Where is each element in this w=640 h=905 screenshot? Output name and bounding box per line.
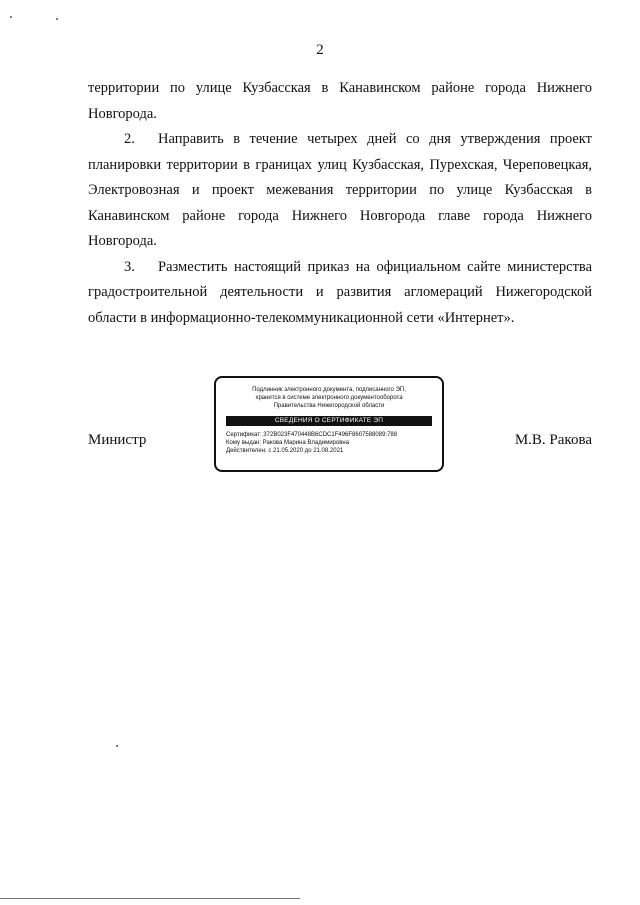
- body-line: Новгорода.: [88, 233, 157, 249]
- stamp-details: [226, 431, 432, 455]
- scan-speck: [56, 18, 58, 20]
- body-line: Электровозная и проект межевания территории по улице Кузбасская в: [88, 182, 592, 198]
- page-bottom-edge: [0, 898, 300, 899]
- certificate-owner: Кому выдан: Ракова Марина Владимировна: [226, 440, 350, 446]
- paragraph-number: 2.: [124, 131, 135, 147]
- body-line: Новгорода.: [88, 105, 157, 122]
- stamp-title: СВЕДЕНИЯ О СЕРТИФИКАТЕ ЭП: [226, 416, 432, 426]
- scan-speck: [10, 16, 12, 18]
- certificate-validity: Действителен: с 21.05.2020 до 21.08.2021: [226, 448, 344, 454]
- body-line: территории по улице Кузбасская в Канавинском районе города Нижнего: [88, 80, 592, 96]
- body-line: области в информационно-телекоммуникационной сети «Интернет».: [88, 309, 515, 326]
- certificate-number: Сертификат: 372B023F470448B6CDC1F496F8607588089:788: [226, 432, 398, 438]
- document-body: [88, 76, 592, 331]
- signer-position: Министр: [88, 432, 147, 448]
- signer-name: М.В. Ракова: [514, 432, 592, 448]
- scan-speck: [116, 745, 118, 747]
- body-line: градостроительной деятельности и развития агломераций Нижегородской: [88, 284, 592, 300]
- paragraph-number: 3.: [124, 258, 135, 275]
- stamp-header: Подлинник электронного документа, подписанного ЭП, хранится в системе электронного документооборота Правительства Нижегородской области: [252, 387, 406, 409]
- page-number: 2: [316, 42, 324, 58]
- body-line: Канавинском районе города Нижнего Новгорода главе города Нижнего: [88, 207, 592, 224]
- paragraph-3-first-line: 3. Разместить настоящий приказ на официальном сайте министерства: [88, 255, 592, 281]
- paragraph-2-first-line: 2. Направить в течение четырех дней со дня утверждения проект: [88, 127, 592, 153]
- body-line: планировки территории в границах улиц Кузбасская, Пурехская, Череповецкая,: [88, 156, 592, 173]
- electronic-signature-stamp: [214, 376, 444, 472]
